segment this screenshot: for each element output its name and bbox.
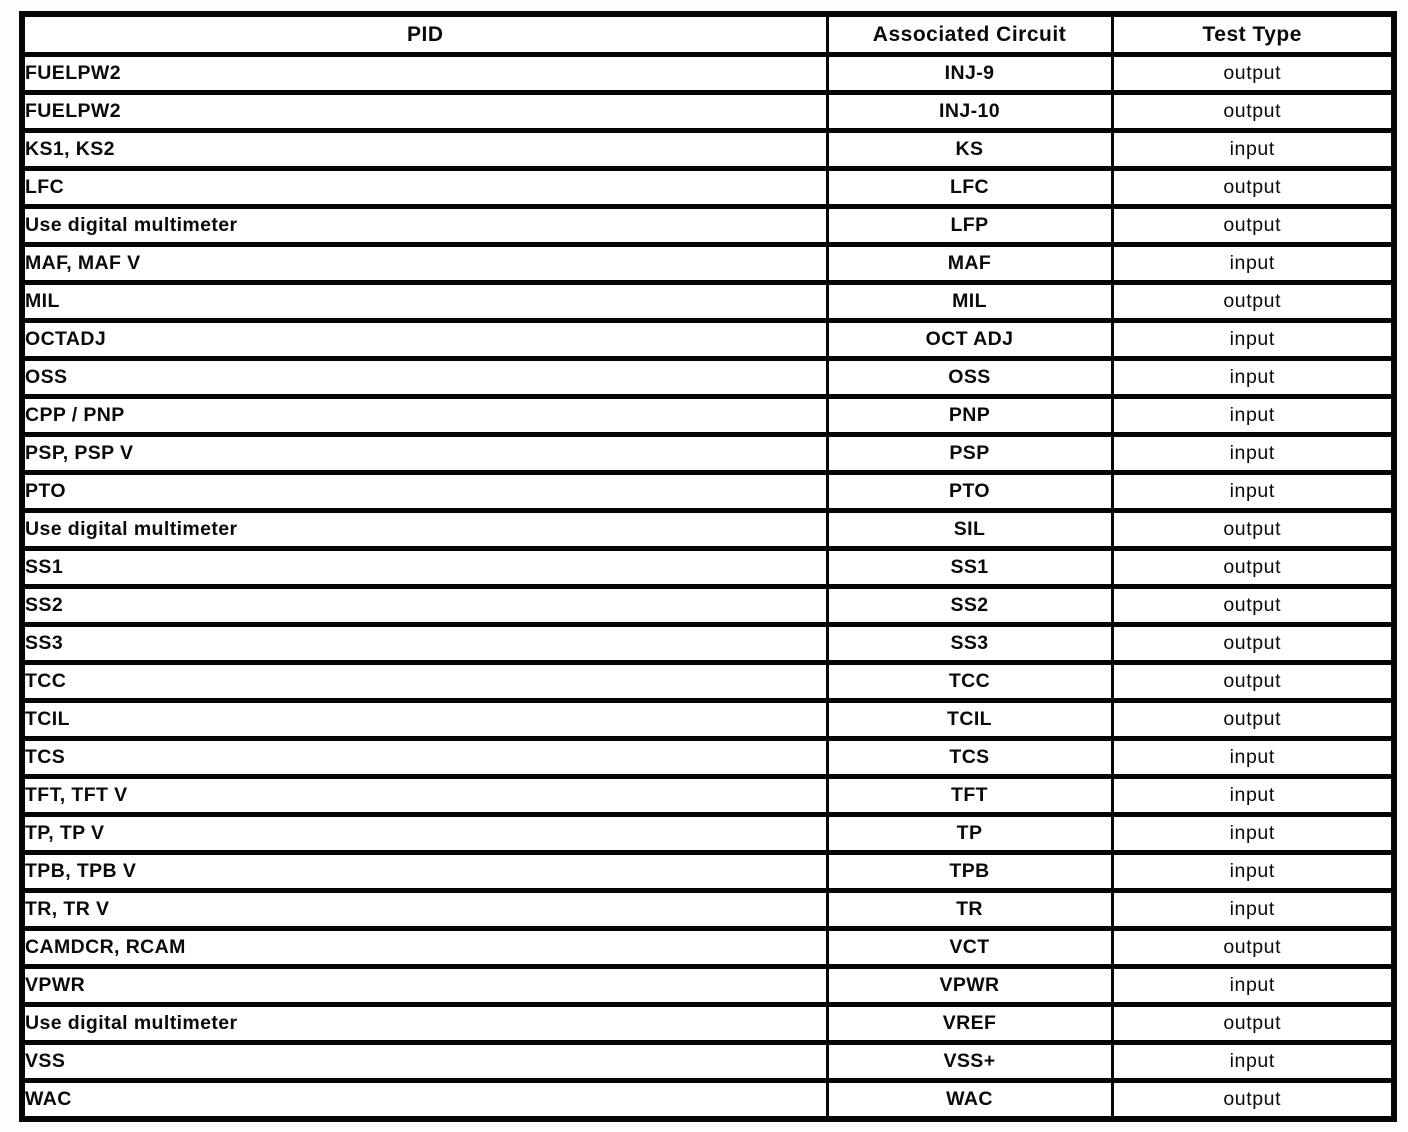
test-type-cell: input bbox=[1112, 397, 1394, 435]
pid-cell: OSS bbox=[22, 359, 827, 397]
test-type-cell: input bbox=[1112, 777, 1394, 815]
table-row bbox=[22, 967, 1394, 1005]
table-row bbox=[22, 853, 1394, 891]
circuit-cell: TP bbox=[827, 815, 1112, 853]
table-row bbox=[22, 321, 1394, 359]
test-type-cell: input bbox=[1112, 473, 1394, 511]
table-row bbox=[22, 245, 1394, 283]
circuit-cell: PTO bbox=[827, 473, 1112, 511]
pid-circuit-test-table bbox=[19, 11, 1397, 1122]
circuit-cell: INJ-9 bbox=[827, 55, 1112, 93]
pid-cell: TR, TR V bbox=[22, 891, 827, 929]
pid-cell: Use digital multimeter bbox=[22, 1005, 827, 1043]
test-type-cell: output bbox=[1112, 207, 1394, 245]
pid-cell: FUELPW2 bbox=[22, 93, 827, 131]
pid-cell: SS1 bbox=[22, 549, 827, 587]
circuit-cell: VREF bbox=[827, 1005, 1112, 1043]
table-row bbox=[22, 777, 1394, 815]
table-row bbox=[22, 511, 1394, 549]
test-type-cell: input bbox=[1112, 245, 1394, 283]
test-type-cell: output bbox=[1112, 587, 1394, 625]
table-row bbox=[22, 701, 1394, 739]
pid-cell: TCIL bbox=[22, 701, 827, 739]
test-type-cell: input bbox=[1112, 815, 1394, 853]
circuit-cell: KS bbox=[827, 131, 1112, 169]
test-type-cell: output bbox=[1112, 93, 1394, 131]
circuit-cell: TPB bbox=[827, 853, 1112, 891]
table-row bbox=[22, 663, 1394, 701]
column-header-test-type: Test Type bbox=[1112, 14, 1394, 55]
test-type-cell: output bbox=[1112, 1005, 1394, 1043]
circuit-cell: SS1 bbox=[827, 549, 1112, 587]
circuit-cell: OSS bbox=[827, 359, 1112, 397]
pid-cell: PSP, PSP V bbox=[22, 435, 827, 473]
table-row bbox=[22, 625, 1394, 663]
test-type-cell: output bbox=[1112, 283, 1394, 321]
table-header-row bbox=[22, 14, 1394, 55]
table-row bbox=[22, 473, 1394, 511]
pid-cell: PTO bbox=[22, 473, 827, 511]
table-row bbox=[22, 815, 1394, 853]
circuit-cell: SS2 bbox=[827, 587, 1112, 625]
pid-cell: MAF, MAF V bbox=[22, 245, 827, 283]
test-type-cell: input bbox=[1112, 967, 1394, 1005]
test-type-cell: output bbox=[1112, 55, 1394, 93]
table-row bbox=[22, 891, 1394, 929]
table-row bbox=[22, 131, 1394, 169]
column-header-pid: PID bbox=[22, 14, 827, 55]
pid-cell: SS2 bbox=[22, 587, 827, 625]
circuit-cell: TR bbox=[827, 891, 1112, 929]
circuit-cell: WAC bbox=[827, 1081, 1112, 1120]
test-type-cell: output bbox=[1112, 929, 1394, 967]
table-row bbox=[22, 739, 1394, 777]
pid-cell: TP, TP V bbox=[22, 815, 827, 853]
test-type-cell: input bbox=[1112, 1043, 1394, 1081]
pid-cell: TPB, TPB V bbox=[22, 853, 827, 891]
column-header-associated-circuit: Associated Circuit bbox=[827, 14, 1112, 55]
test-type-cell: output bbox=[1112, 549, 1394, 587]
table-row bbox=[22, 93, 1394, 131]
test-type-cell: input bbox=[1112, 435, 1394, 473]
pid-cell: VPWR bbox=[22, 967, 827, 1005]
test-type-cell: output bbox=[1112, 511, 1394, 549]
circuit-cell: VSS+ bbox=[827, 1043, 1112, 1081]
pid-cell: Use digital multimeter bbox=[22, 207, 827, 245]
table-row bbox=[22, 169, 1394, 207]
pid-cell: MIL bbox=[22, 283, 827, 321]
test-type-cell: output bbox=[1112, 169, 1394, 207]
circuit-cell: INJ-10 bbox=[827, 93, 1112, 131]
circuit-cell: SIL bbox=[827, 511, 1112, 549]
pid-cell: SS3 bbox=[22, 625, 827, 663]
pid-cell: FUELPW2 bbox=[22, 55, 827, 93]
test-type-cell: input bbox=[1112, 891, 1394, 929]
table-row bbox=[22, 435, 1394, 473]
test-type-cell: input bbox=[1112, 853, 1394, 891]
pid-cell: LFC bbox=[22, 169, 827, 207]
circuit-cell: OCT ADJ bbox=[827, 321, 1112, 359]
test-type-cell: input bbox=[1112, 739, 1394, 777]
table-row bbox=[22, 929, 1394, 967]
circuit-cell: TCS bbox=[827, 739, 1112, 777]
test-type-cell: output bbox=[1112, 663, 1394, 701]
circuit-cell: TCC bbox=[827, 663, 1112, 701]
table-row bbox=[22, 1005, 1394, 1043]
table-row bbox=[22, 283, 1394, 321]
circuit-cell: SS3 bbox=[827, 625, 1112, 663]
circuit-cell: VCT bbox=[827, 929, 1112, 967]
circuit-cell: LFP bbox=[827, 207, 1112, 245]
table-row bbox=[22, 55, 1394, 93]
pid-cell: WAC bbox=[22, 1081, 827, 1120]
test-type-cell: output bbox=[1112, 701, 1394, 739]
pid-cell: TCS bbox=[22, 739, 827, 777]
table-row bbox=[22, 207, 1394, 245]
table-row bbox=[22, 549, 1394, 587]
circuit-cell: PSP bbox=[827, 435, 1112, 473]
circuit-cell: PNP bbox=[827, 397, 1112, 435]
pid-cell: TCC bbox=[22, 663, 827, 701]
pid-cell: VSS bbox=[22, 1043, 827, 1081]
table-row bbox=[22, 397, 1394, 435]
table-row bbox=[22, 1043, 1394, 1081]
pid-cell: OCTADJ bbox=[22, 321, 827, 359]
circuit-cell: MAF bbox=[827, 245, 1112, 283]
table-body bbox=[22, 55, 1394, 1120]
pid-cell: Use digital multimeter bbox=[22, 511, 827, 549]
pid-cell: CAMDCR, RCAM bbox=[22, 929, 827, 967]
pid-cell: TFT, TFT V bbox=[22, 777, 827, 815]
circuit-cell: TCIL bbox=[827, 701, 1112, 739]
pid-cell: CPP / PNP bbox=[22, 397, 827, 435]
pid-cell: KS1, KS2 bbox=[22, 131, 827, 169]
test-type-cell: input bbox=[1112, 359, 1394, 397]
table-row bbox=[22, 359, 1394, 397]
test-type-cell: output bbox=[1112, 1081, 1394, 1120]
table-row bbox=[22, 1081, 1394, 1120]
test-type-cell: input bbox=[1112, 131, 1394, 169]
circuit-cell: TFT bbox=[827, 777, 1112, 815]
test-type-cell: input bbox=[1112, 321, 1394, 359]
circuit-cell: LFC bbox=[827, 169, 1112, 207]
circuit-cell: MIL bbox=[827, 283, 1112, 321]
circuit-cell: VPWR bbox=[827, 967, 1112, 1005]
table-row bbox=[22, 587, 1394, 625]
test-type-cell: output bbox=[1112, 625, 1394, 663]
